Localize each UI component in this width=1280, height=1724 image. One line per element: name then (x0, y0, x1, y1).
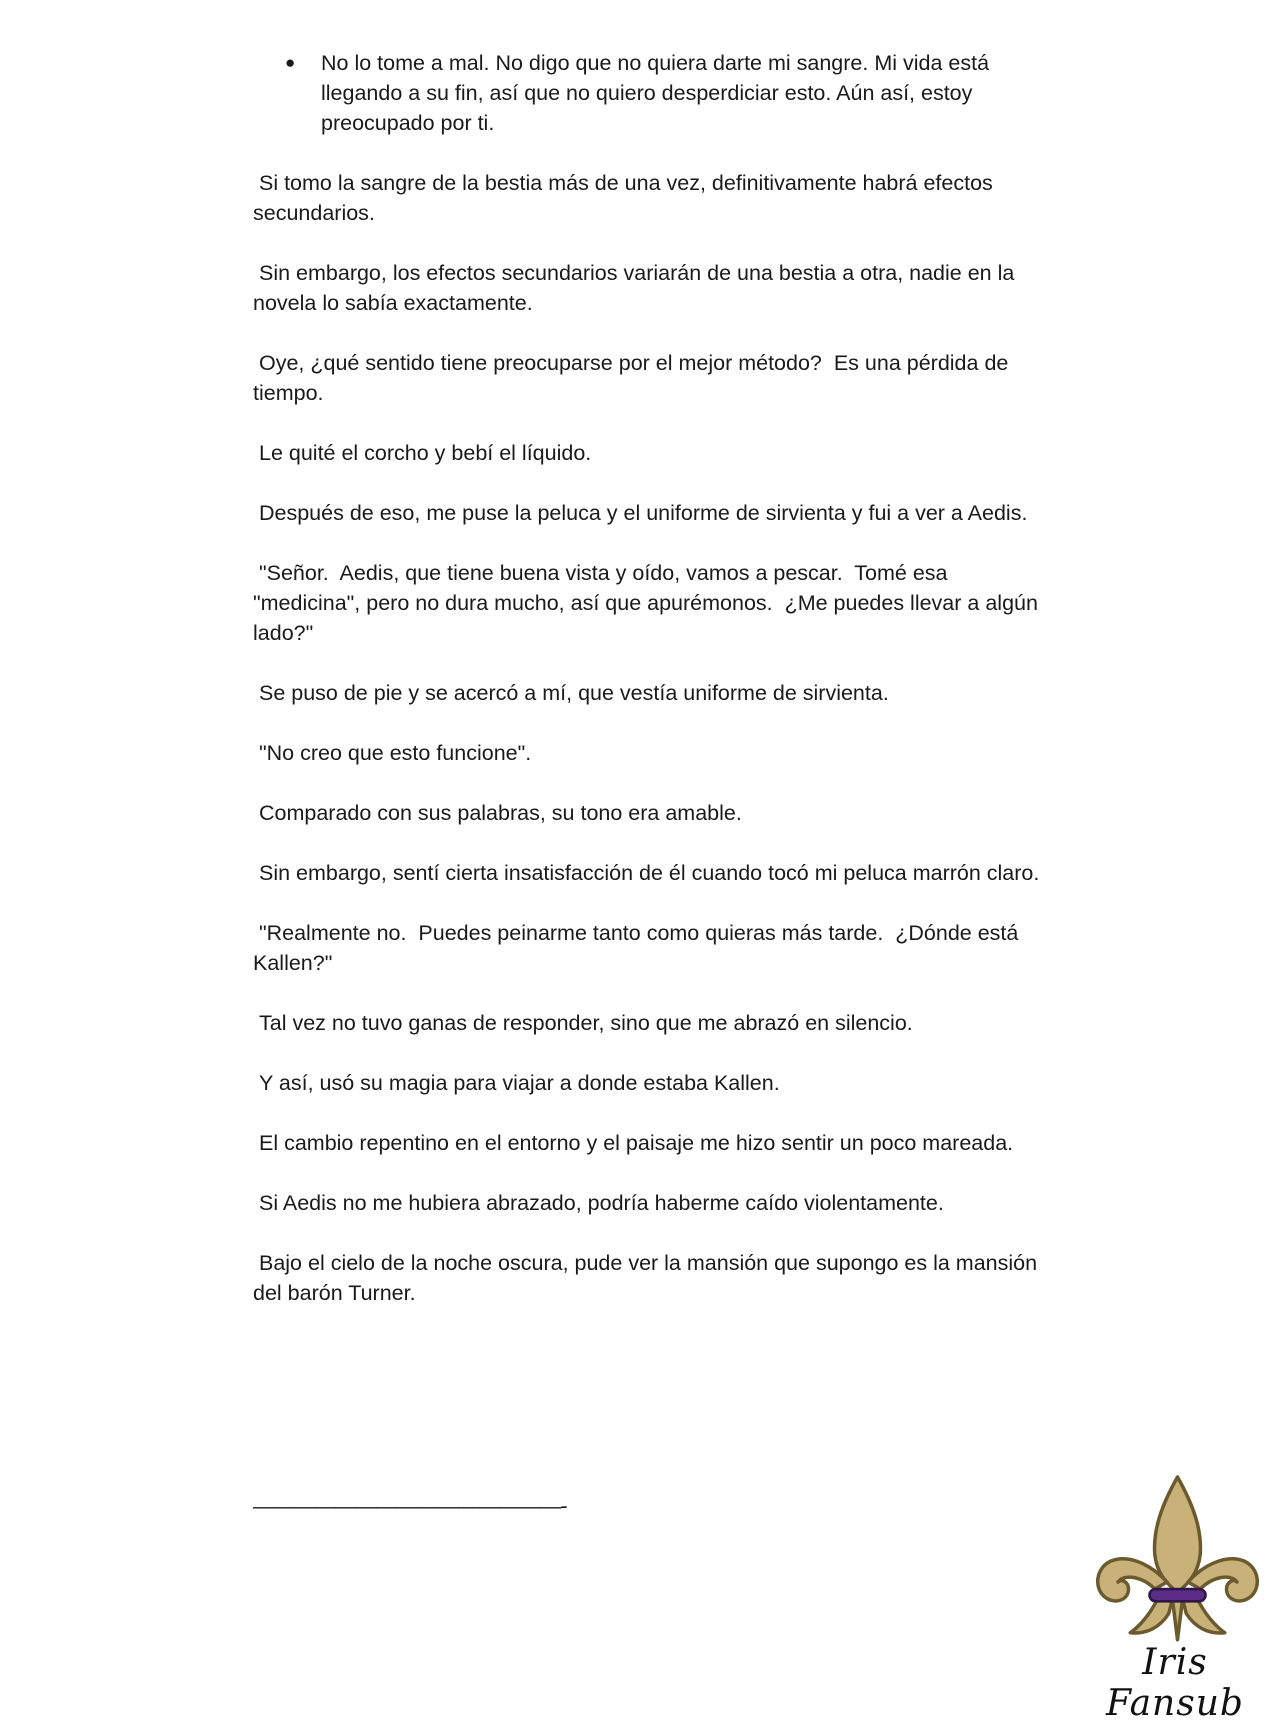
bullet-marker: ● (285, 53, 296, 72)
paragraph: "Realmente no. Puedes peinarme tanto como quieras más tarde. ¿Dónde está Kallen?" (253, 921, 1025, 975)
watermark-text: Iris Fansub (1106, 1642, 1244, 1724)
bullet-text: No lo tome a mal. No digo que no quiera darte mi sangre. Mi vida está llegando a su fin, así que no quiero desperdiciar esto. Aún así, estoy preocupado por ti. (321, 51, 990, 135)
paragraph: Y así, usó su magia para viajar a donde estaba Kallen. (253, 1071, 780, 1095)
paragraph: Le quité el corcho y bebí el líquido. (253, 441, 592, 465)
paragraph: Oye, ¿qué sentido tiene preocuparse por el mejor método? Es una pérdida de tiempo. (253, 351, 1015, 405)
paragraph: Se puso de pie y se acercó a mí, que vestía uniforme de sirvienta. (253, 681, 889, 705)
paragraph: Si tomo la sangre de la bestia más de una vez, definitivamente habrá efectos secundarios. (253, 171, 999, 225)
paragraph: "No creo que esto funcione". (253, 741, 532, 765)
document-body (253, 48, 1043, 1338)
paragraph: Sin embargo, sentí cierta insatisfacción de él cuando tocó mi peluca marrón claro. (253, 861, 1040, 885)
watermark-logo (1080, 1470, 1270, 1724)
bullet-item (253, 48, 1043, 138)
section-separator: ———————————————- (253, 1494, 567, 1518)
fleur-de-lis-icon (1090, 1470, 1265, 1645)
paragraph: Si Aedis no me hubiera abrazado, podría haberme caído violentamente. (253, 1191, 944, 1215)
paragraph: Comparado con sus palabras, su tono era amable. (253, 801, 742, 825)
paragraph: Sin embargo, los efectos secundarios variarán de una bestia a otra, nadie en la novela lo sabía exactamente. (253, 261, 1021, 315)
paragraph: El cambio repentino en el entorno y el paisaje me hizo sentir un poco mareada. (253, 1131, 1014, 1155)
paragraph: Después de eso, me puse la peluca y el uniforme de sirvienta y fui a ver a Aedis. (253, 501, 1028, 525)
paragraph: Tal vez no tuvo ganas de responder, sino que me abrazó en silencio. (253, 1011, 913, 1035)
paragraph: "Señor. Aedis, que tiene buena vista y oído, vamos a pescar. Tomé esa "medicina", pero no dura mucho, así que apurémonos. ¿Me puedes llevar a algún lado?" (253, 561, 1044, 645)
paragraph: Bajo el cielo de la noche oscura, pude ver la mansión que supongo es la mansión del barón Turner. (253, 1251, 1044, 1305)
